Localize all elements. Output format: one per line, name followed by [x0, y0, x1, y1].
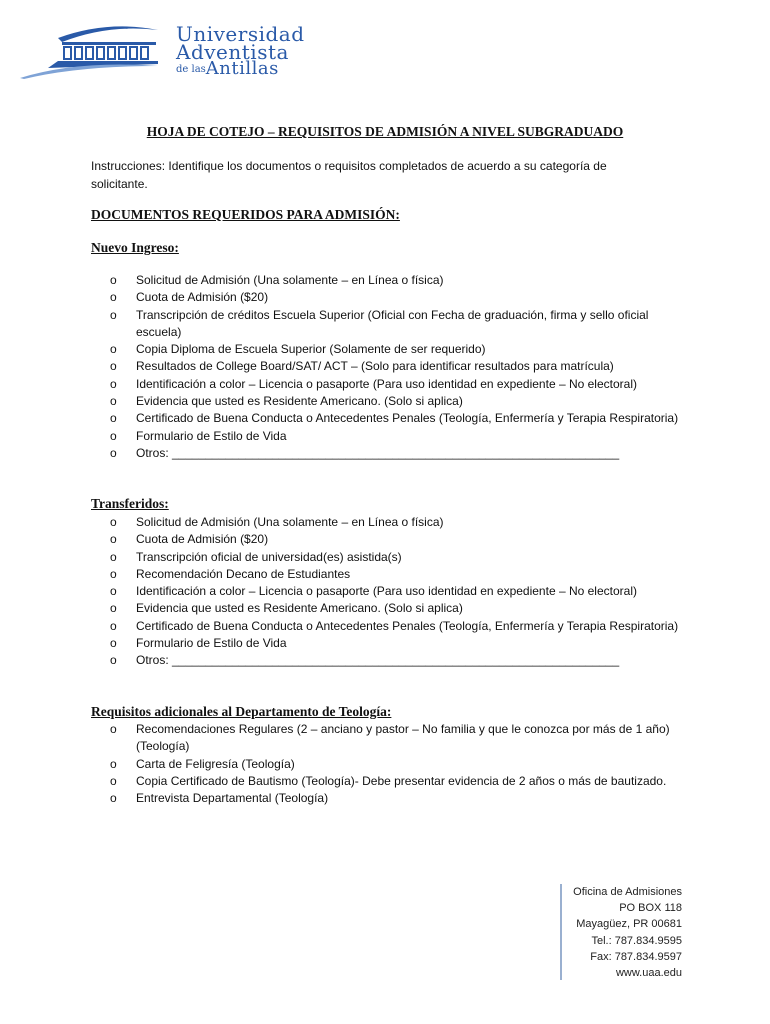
bullet-icon: o [110, 601, 117, 616]
office-name: Oficina de Admisiones [573, 886, 682, 898]
list-item-text: Identificación a color – Licencia o pasaporte (Para uso identidad en expediente – No electoral) [136, 376, 637, 391]
teologia-list [110, 721, 680, 807]
list-item-text: Evidencia que usted es Residente Americano. (Solo si aplica) [136, 601, 463, 616]
list-item [110, 272, 680, 289]
logo-line-3-big: Antillas [205, 58, 279, 79]
list-item-text: Solicitud de Admisión (Una solamente – en Línea o física) [136, 273, 444, 287]
list-item-text: Copia Certificado de Bautismo (Teología)- Debe presentar evidencia de 2 años o más de bautizado. [136, 773, 667, 788]
list-item-text: Entrevista Departamental (Teología) [136, 791, 329, 806]
list-item-text: Recomendaciones Regulares (2 – anciano y pastor – No familia y que le conozca por más de 1 año) (Teología) [136, 722, 670, 754]
list-item-text: Copia Diploma de Escuela Superior (Solamente de ser requerido) [136, 342, 486, 357]
bullet-icon: o [110, 618, 117, 633]
list-item-text: Cuota de Admisión ($20) [136, 532, 269, 547]
list-item [110, 773, 680, 790]
list-item-text: Formulario de Estilo de Vida [136, 428, 287, 443]
document-title: HOJA DE COTEJO – REQUISITOS DE ADMISIÓN A NIVEL SUBGRADUADO [146, 124, 624, 139]
university-building-logo-icon [18, 16, 178, 80]
bullet-icon: o [110, 584, 117, 599]
bullet-icon: o [110, 566, 117, 581]
nuevo-ingreso-list [110, 272, 680, 462]
list-item-text: Resultados de College Board/SAT/ ACT – (Solo para identificar resultados para matrícula) [136, 359, 614, 374]
bullet-icon: o [110, 307, 117, 322]
list-item-text: Certificado de Buena Conducta o Antecedentes Penales (Teología, Enfermería y Terapia Respiratoria) [136, 618, 679, 633]
list-item [110, 566, 680, 583]
list-item [110, 549, 680, 566]
instructions-text: Instrucciones: Identifique los documentos o requisitos completados de acuerdo a su categoría de solicitante. [91, 159, 607, 191]
bullet-icon: o [110, 359, 117, 374]
bullet-icon: o [110, 653, 117, 668]
list-item [110, 445, 680, 462]
list-item [110, 341, 680, 358]
bullet-icon: o [110, 532, 117, 547]
list-item-text: Certificado de Buena Conducta o Antecedentes Penales (Teología, Enfermería y Terapia Respiratoria) [136, 411, 679, 426]
list-item [110, 410, 680, 427]
list-item-text: Transcripción oficial de universidad(es) asistida(s) [136, 549, 402, 564]
list-item [110, 428, 680, 445]
list-item [110, 358, 680, 375]
documents-heading: DOCUMENTOS REQUERIDOS PARA ADMISIÓN: [91, 207, 400, 222]
university-logo [18, 16, 308, 80]
list-item [110, 307, 680, 342]
bullet-icon: o [110, 445, 117, 460]
bullet-icon: o [110, 411, 117, 426]
logo-line-1: Universidad [176, 22, 305, 46]
list-item [110, 376, 680, 393]
teologia-heading: Requisitos adicionales al Departamento de Teología: [91, 704, 392, 719]
list-item-text: Otros: ___________________________________________________________________ [136, 653, 620, 668]
nuevo-ingreso-heading: Nuevo Ingreso: [91, 240, 179, 255]
list-item [110, 600, 680, 617]
website-link[interactable]: www.uaa.edu [615, 967, 682, 980]
list-item [110, 652, 680, 669]
bullet-icon: o [110, 791, 117, 806]
list-item-text: Cuota de Admisión ($20) [136, 290, 269, 305]
bullet-icon: o [110, 376, 117, 391]
telephone: Tel.: 787.834.9595 [591, 934, 682, 947]
bullet-icon: o [110, 290, 117, 305]
list-item [110, 583, 680, 600]
bullet-icon: o [110, 394, 117, 409]
bullet-icon: o [110, 756, 117, 771]
bullet-icon: o [110, 342, 117, 357]
po-box: PO BOX 118 [619, 902, 682, 915]
office-address-block [560, 884, 682, 980]
transferidos-list [110, 514, 680, 670]
city-zip: Mayagüez, PR 00681 [576, 918, 682, 931]
list-item [110, 531, 680, 548]
list-item [110, 721, 680, 756]
bullet-icon: o [110, 549, 117, 564]
list-item-text: Transcripción de créditos Escuela Superior (Oficial con Fecha de graduación, firma y sello oficial escuela) [136, 307, 649, 339]
list-item [110, 393, 680, 410]
list-item-text: Carta de Feligresía (Teología) [136, 756, 295, 771]
logo-line-3 [176, 60, 279, 78]
list-item-text: Solicitud de Admisión (Una solamente – en Línea o física) [136, 515, 444, 529]
list-item-text: Formulario de Estilo de Vida [136, 636, 287, 651]
list-item [110, 618, 680, 635]
list-item-text: Recomendación Decano de Estudiantes [136, 566, 351, 581]
list-item [110, 756, 680, 773]
list-item [110, 514, 680, 531]
list-item-text: Otros: ___________________________________________________________________ [136, 445, 620, 460]
bullet-icon: o [110, 636, 117, 651]
bullet-icon: o [110, 773, 117, 788]
bullet-icon: o [110, 428, 117, 443]
bullet-icon: o [110, 515, 117, 529]
logo-line-3-small: de las [176, 64, 206, 75]
list-item-text: Identificación a color – Licencia o pasaporte (Para uso identidad en expediente – No electoral) [136, 584, 637, 599]
transferidos-heading: Transferidos: [91, 496, 169, 511]
list-item-text: Evidencia que usted es Residente Americano. (Solo si aplica) [136, 394, 463, 409]
logo-line-2: Adventista [176, 40, 289, 64]
fax: Fax: 787.834.9597 [590, 950, 682, 963]
list-item [110, 790, 680, 807]
list-item [110, 635, 680, 652]
bullet-icon: o [110, 273, 117, 287]
bullet-icon: o [110, 722, 117, 736]
list-item [110, 289, 680, 306]
